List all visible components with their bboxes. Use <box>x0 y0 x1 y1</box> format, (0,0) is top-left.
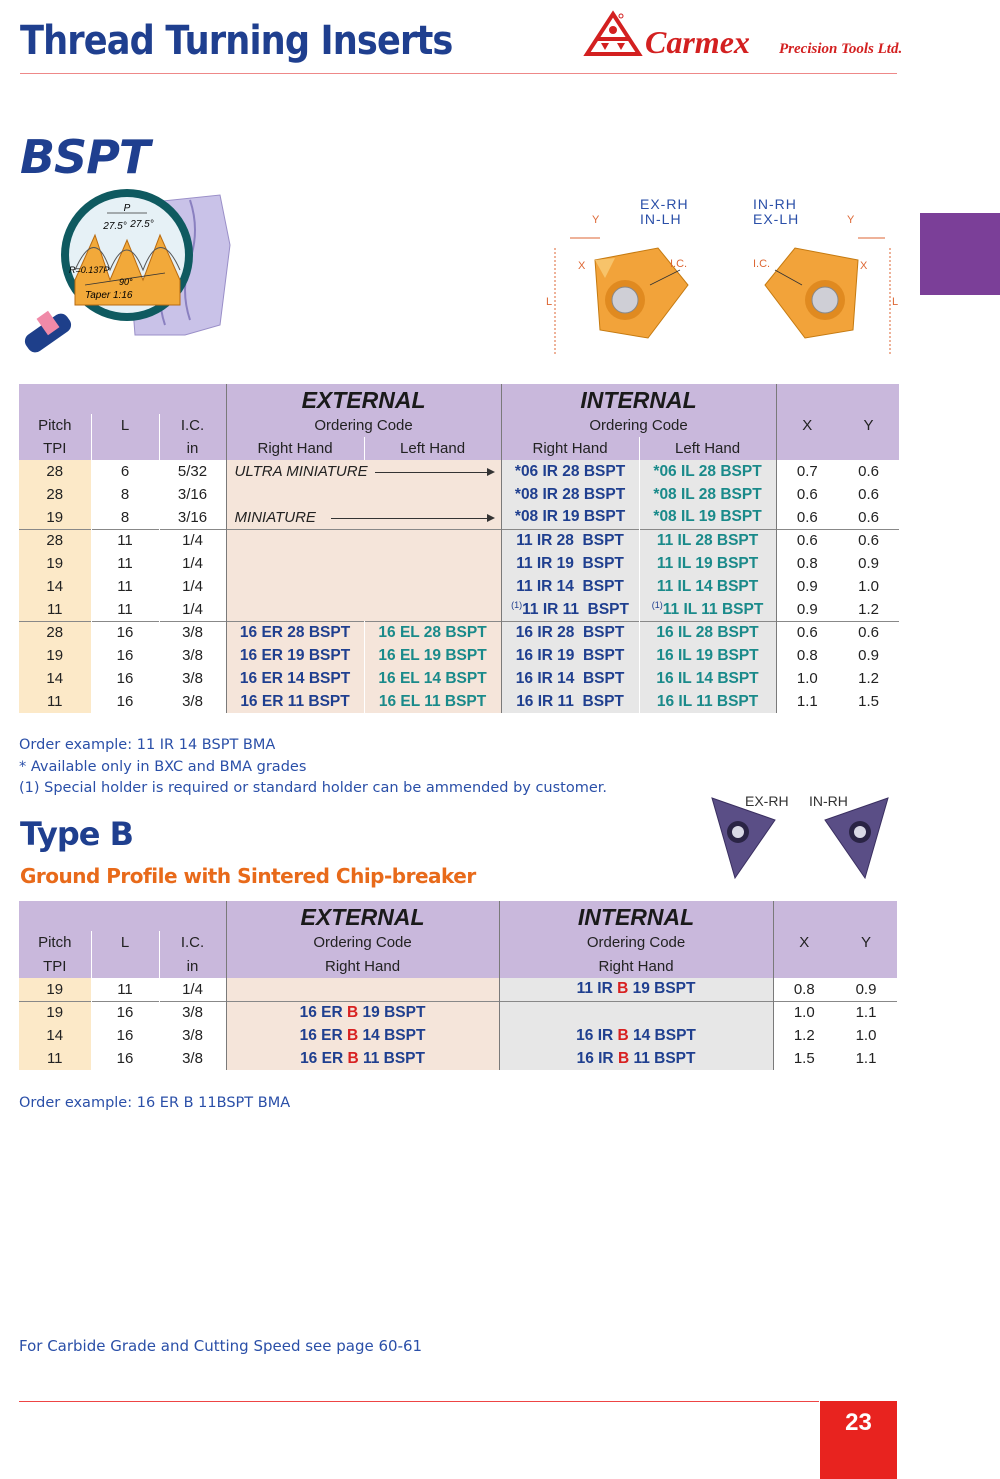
cell-int-left <box>639 460 776 483</box>
table-row <box>19 598 899 621</box>
cell-int-right <box>501 460 639 483</box>
cell-ic: 1/4 <box>159 978 226 1001</box>
cell-y: 1.2 <box>858 600 879 618</box>
int-left-code: 16 IL 14 BSPT <box>656 669 759 687</box>
int-left-code: *08 IL 28 BSPT <box>653 485 762 503</box>
cell-int-right <box>499 978 773 1001</box>
cell-tpi: 28 <box>19 483 91 506</box>
int-left-code: *06 IL 28 BSPT <box>653 462 762 480</box>
type-b-title: Type B <box>20 815 134 853</box>
cell-tpi: 19 <box>19 644 91 667</box>
arrow-right-icon <box>487 468 495 476</box>
cell-ext-left: 16 EL 14 BSPT <box>364 667 501 690</box>
cell-tpi: 19 <box>19 978 91 1001</box>
cell-y: 1.5 <box>858 693 879 710</box>
cell-int-right <box>501 621 639 644</box>
diagram-y-left: Y <box>592 214 600 226</box>
int-left-code: 11 IL 11 BSPT <box>662 600 764 618</box>
diagram-angle-left: 27.5° <box>103 221 127 232</box>
cell-ext-right <box>226 1047 499 1070</box>
b-col-x: X <box>773 931 835 954</box>
cell-tpi: 28 <box>19 621 91 644</box>
int-code-prefix: 16 IR <box>576 1026 618 1044</box>
cell-ic: 3/8 <box>159 1047 226 1070</box>
diagram-label-in-lh: IN-LH <box>640 211 682 227</box>
empty-ext-cell <box>226 552 501 575</box>
diagram-y-right: Y <box>847 214 855 226</box>
cell-ext-right <box>226 978 499 1001</box>
cell-y: 0.9 <box>858 555 879 572</box>
b-col-ic: I.C. <box>159 931 226 954</box>
int-left-code: 11 IL 19 BSPT <box>656 554 759 572</box>
ext-code-prefix: 16 ER <box>299 1003 348 1021</box>
cell-l: 6 <box>91 460 159 483</box>
cell-x: 0.6 <box>776 529 838 552</box>
thread-profile-magnifier-diagram <box>15 185 240 365</box>
cell-x: 0.9 <box>796 600 818 618</box>
int-right-code: 11 IR 14 BSPT <box>516 577 624 595</box>
cell-y: 0.6 <box>838 621 899 644</box>
cell-int-left <box>639 529 776 552</box>
cell-l: 16 <box>91 1047 159 1070</box>
cell-ext-left: 16 EL 19 BSPT <box>364 644 501 667</box>
b-col-ext-right: Right Hand <box>226 954 499 978</box>
diagram-radius-label: R=0.137P <box>69 265 110 275</box>
page-title: Thread Turning Inserts <box>20 18 453 64</box>
cell-int-right <box>499 1024 773 1047</box>
cell-ic: 3/8 <box>159 1001 226 1024</box>
cell-x: 0.6 <box>776 621 838 644</box>
table-row <box>19 483 899 506</box>
int-right-code: 16 IR 14 BSPT <box>515 669 625 687</box>
table-row <box>19 552 899 575</box>
type-b-insert-photo <box>700 790 900 885</box>
footer-note: For Carbide Grade and Cutting Speed see page 60-61 <box>19 1337 423 1355</box>
cell-x: 1.2 <box>793 1027 815 1044</box>
cell-x: 0.9 <box>796 578 818 595</box>
arrow-right-icon <box>487 514 495 522</box>
page-number: 23 <box>820 1401 897 1479</box>
col-ic: I.C. <box>159 414 226 437</box>
footnote-marker: (1) <box>511 599 523 610</box>
cell-tpi: 19 <box>19 506 91 529</box>
col-int-left: Left Hand <box>639 437 776 460</box>
cell-l: 11 <box>91 598 159 621</box>
col-ext-ordering: Ordering Code <box>226 414 501 437</box>
cell-int-right <box>501 552 639 575</box>
col-ic-unit: in <box>159 437 226 460</box>
ext-code-suffix: 19 BSPT <box>358 1003 426 1021</box>
cell-ic: 3/8 <box>159 1024 226 1047</box>
cell-l: 8 <box>91 483 159 506</box>
internal-header: INTERNAL <box>501 384 776 414</box>
cell-y: 0.9 <box>855 980 877 998</box>
cell-ext-right: 16 ER 11 BSPT <box>226 690 364 713</box>
cell-tpi: 28 <box>19 529 91 552</box>
cell-l: 11 <box>91 978 159 1001</box>
cell-y: 0.6 <box>858 463 879 480</box>
table-row <box>19 1001 897 1024</box>
int-code-b: B <box>617 980 629 998</box>
cell-l: 16 <box>91 1024 159 1047</box>
cell-int-right <box>499 1001 773 1024</box>
int-right-code: 16 IR 19 BSPT <box>515 646 625 664</box>
cell-ic: 1/4 <box>159 575 226 598</box>
cell-int-right <box>501 690 639 713</box>
int-left-code: *08 IL 19 BSPT <box>653 508 762 526</box>
cell-int-right <box>501 667 639 690</box>
brand-tagline: Precision Tools Ltd. <box>779 41 903 57</box>
table-row <box>19 575 899 598</box>
cell-int-left <box>639 621 776 644</box>
cell-tpi: 14 <box>19 575 91 598</box>
cell-int-right <box>501 483 639 506</box>
ext-code-b: B <box>347 1049 359 1067</box>
table-row <box>19 667 899 690</box>
insert-dimension-diagram <box>540 190 910 365</box>
cell-ext-right: 16 ER 19 BSPT <box>226 644 364 667</box>
cell-tpi: 11 <box>19 690 91 713</box>
col-ext-right: Right Hand <box>226 437 364 460</box>
cell-int-left <box>639 575 776 598</box>
brand-name: Carmex <box>645 24 750 60</box>
cell-tpi: 14 <box>19 667 91 690</box>
empty-ext-cell <box>226 598 501 621</box>
int-left-code: 11 IL 14 BSPT <box>656 577 759 595</box>
int-code-b: B <box>617 1026 629 1044</box>
table-row <box>19 1024 897 1047</box>
cell-x: 0.8 <box>793 980 815 998</box>
int-code-prefix: 11 IR <box>576 980 618 998</box>
cell-x: 0.7 <box>796 463 818 480</box>
int-right-code: 16 IR 11 BSPT <box>516 692 624 710</box>
cell-y: 1.0 <box>858 578 879 595</box>
cell-x: 1.0 <box>773 1001 835 1024</box>
cell-ext-right <box>226 1001 499 1024</box>
cell-int-right <box>501 529 639 552</box>
ext-code-prefix: 16 ER <box>300 1049 348 1067</box>
cell-ic: 3/8 <box>159 621 226 644</box>
cell-y: 1.1 <box>855 1050 877 1067</box>
arrow-line <box>331 518 487 519</box>
int-left-code: 16 IL 11 BSPT <box>656 692 759 710</box>
ultra-miniature-label: ULTRA MINIATURE <box>234 463 368 480</box>
cell-ic: 3/8 <box>159 667 226 690</box>
brand-logo <box>583 8 903 68</box>
section-title: BSPT <box>20 130 150 184</box>
cell-y: 1.0 <box>855 1027 877 1044</box>
int-right-code: 11 IR 28 BSPT <box>516 531 624 549</box>
int-right-code: *06 IR 28 BSPT <box>514 462 626 480</box>
cell-int-left <box>639 552 776 575</box>
table-row <box>19 621 899 644</box>
diagram-angle-right: 27.5° <box>130 219 154 230</box>
photo-label-in-rh: IN-RH <box>809 793 848 809</box>
empty-ext-cell <box>226 483 501 506</box>
diagram-l-left: L <box>546 296 553 308</box>
cell-y: 1.1 <box>835 1001 897 1024</box>
int-left-code: 16 IL 19 BSPT <box>656 646 759 664</box>
cell-l: 16 <box>91 1001 159 1024</box>
col-x: X <box>776 414 838 437</box>
int-code-suffix: 19 BSPT <box>628 980 696 998</box>
table-row <box>19 644 899 667</box>
availability-note: * Available only in BXC and BMA grades <box>19 759 307 775</box>
cell-int-left <box>639 598 776 621</box>
miniature-label-cell <box>226 460 501 483</box>
cell-l: 8 <box>91 506 159 529</box>
cell-ic: 1/4 <box>159 598 226 621</box>
b-col-pitch: Pitch <box>19 931 91 954</box>
col-ext-left: Left Hand <box>364 437 501 460</box>
cell-l: 16 <box>91 690 159 713</box>
col-tpi: TPI <box>19 437 91 460</box>
b-external-header: EXTERNAL <box>226 901 499 931</box>
b-col-int-ordering: Ordering Code <box>499 931 773 954</box>
cell-ext-right: 16 ER 14 BSPT <box>226 667 364 690</box>
cell-l: 16 <box>91 644 159 667</box>
footnote-marker: (1) <box>651 599 663 610</box>
cell-tpi: 19 <box>19 552 91 575</box>
cell-int-right <box>499 1047 773 1070</box>
carmex-logo-icon <box>583 10 643 60</box>
cell-ic: 5/32 <box>159 460 226 483</box>
b-col-ic-unit: in <box>159 954 226 978</box>
table-row <box>19 978 897 1001</box>
cell-l: 16 <box>91 667 159 690</box>
cell-tpi: 19 <box>19 1001 91 1024</box>
diagram-90-label: 90° <box>119 277 133 287</box>
external-header: EXTERNAL <box>226 384 501 414</box>
b-col-int-right: Right Hand <box>499 954 773 978</box>
cell-l: 11 <box>91 552 159 575</box>
cell-ext-left: 16 EL 11 BSPT <box>364 690 501 713</box>
int-left-code: 16 IL 28 BSPT <box>656 623 759 641</box>
arrow-line <box>375 472 487 473</box>
type-b-table <box>19 901 897 1070</box>
ext-code-b: B <box>347 1003 359 1021</box>
cell-tpi: 14 <box>19 1024 91 1047</box>
cell-l: 16 <box>91 621 159 644</box>
int-right-code: *08 IR 28 BSPT <box>514 485 626 503</box>
cell-ic: 1/4 <box>159 552 226 575</box>
int-code-b: B <box>617 1049 630 1067</box>
b-internal-header: INTERNAL <box>499 901 773 931</box>
diagram-label-ex-lh: EX-LH <box>753 211 800 227</box>
miniature-label: MINIATURE <box>234 508 316 526</box>
cell-int-right <box>501 506 639 529</box>
cell-ic: 3/16 <box>159 483 226 506</box>
table-row <box>19 460 899 483</box>
cell-int-right <box>501 644 639 667</box>
int-code-prefix: 16 IR <box>576 1049 618 1067</box>
photo-label-ex-rh: EX-RH <box>745 793 789 809</box>
special-holder-note: (1) Special holder is required or standard holder can be ammended by customer. <box>19 780 608 796</box>
cell-ic: 1/4 <box>159 529 226 552</box>
miniature-label-cell <box>226 506 501 529</box>
cell-ext-right: 16 ER 28 BSPT <box>226 621 364 644</box>
cell-ic: 3/8 <box>159 690 226 713</box>
cell-l: 11 <box>91 575 159 598</box>
diagram-ic-left: I.C. <box>670 258 688 270</box>
ext-code-suffix: 14 BSPT <box>358 1026 426 1044</box>
cell-x: 0.6 <box>796 508 818 526</box>
col-pitch: Pitch <box>19 414 91 437</box>
cell-x: 0.8 <box>796 647 818 664</box>
empty-ext-cell <box>226 529 501 552</box>
diagram-ic-right: I.C. <box>753 258 771 270</box>
cell-int-left <box>639 506 776 529</box>
b-col-y: Y <box>835 931 897 954</box>
cell-int-left <box>639 644 776 667</box>
col-int-ordering: Ordering Code <box>501 414 776 437</box>
table-row <box>19 506 899 529</box>
col-l: L <box>91 414 159 437</box>
cell-x: 0.8 <box>796 555 818 572</box>
cell-x: 1.0 <box>796 670 818 687</box>
diagram-label-ex-rh: EX-RH <box>640 196 689 212</box>
title-divider <box>20 73 897 74</box>
empty-ext-cell <box>226 575 501 598</box>
order-example-note: Order example: 11 IR 14 BSPT BMA <box>19 737 276 753</box>
cell-x: 1.1 <box>796 693 818 710</box>
cell-int-left <box>639 690 776 713</box>
cell-int-right <box>501 575 639 598</box>
cell-l: 11 <box>91 529 159 552</box>
diagram-x-left: X <box>578 260 586 272</box>
table-row <box>19 690 899 713</box>
type-b-subtitle: Ground Profile with Sintered Chip-breaker <box>20 864 476 888</box>
cell-y: 0.6 <box>838 529 899 552</box>
col-int-right: Right Hand <box>501 437 639 460</box>
cell-ext-left: 16 EL 28 BSPT <box>364 621 501 644</box>
cell-y: 0.6 <box>858 486 879 503</box>
cell-x: 0.6 <box>796 486 818 503</box>
bspt-inserts-table <box>19 384 899 713</box>
cell-tpi: 11 <box>19 1047 91 1070</box>
diagram-taper-label: Taper 1:16 <box>85 290 133 301</box>
type-b-order-example: Order example: 16 ER B 11BSPT BMA <box>19 1095 291 1111</box>
cell-int-right <box>501 598 639 621</box>
table-row <box>19 529 899 552</box>
int-left-code: 11 IL 28 BSPT <box>656 531 759 549</box>
int-right-code: 11 IR 19 BSPT <box>516 554 624 572</box>
cell-int-left <box>639 667 776 690</box>
b-col-ext-ordering: Ordering Code <box>226 931 499 954</box>
insert-photo-icon <box>700 790 900 885</box>
ext-code-suffix: 11 BSPT <box>358 1049 425 1067</box>
ext-code-b: B <box>347 1026 359 1044</box>
cell-y: 0.9 <box>858 647 879 664</box>
col-y: Y <box>838 414 899 437</box>
footer-divider <box>19 1401 819 1402</box>
diagram-label-in-rh: IN-RH <box>753 196 797 212</box>
diagram-x-right: X <box>860 260 868 272</box>
cell-ic: 3/8 <box>159 644 226 667</box>
int-code-suffix: 14 BSPT <box>628 1026 696 1044</box>
ext-code-prefix: 16 ER <box>299 1026 348 1044</box>
int-right-code: 16 IR 28 BSPT <box>515 623 625 641</box>
section-tab <box>920 213 1000 295</box>
table-row <box>19 1047 897 1070</box>
cell-ext-right <box>226 1024 499 1047</box>
b-col-tpi: TPI <box>19 954 91 978</box>
cell-tpi: 11 <box>19 598 91 621</box>
cell-int-left <box>639 483 776 506</box>
cell-x: 1.5 <box>793 1050 815 1067</box>
cell-tpi: 28 <box>19 460 91 483</box>
diagram-l-right: L <box>892 296 899 308</box>
int-right-code: *08 IR 19 BSPT <box>514 508 626 526</box>
b-col-l: L <box>91 931 159 954</box>
cell-y: 1.2 <box>858 670 879 687</box>
cell-y: 0.6 <box>858 508 879 526</box>
int-code-suffix: 11 BSPT <box>629 1049 696 1067</box>
int-right-code: 11 IR 11 BSPT <box>522 600 629 618</box>
diagram-p-label: P <box>123 203 131 214</box>
cell-ic: 3/16 <box>159 506 226 529</box>
